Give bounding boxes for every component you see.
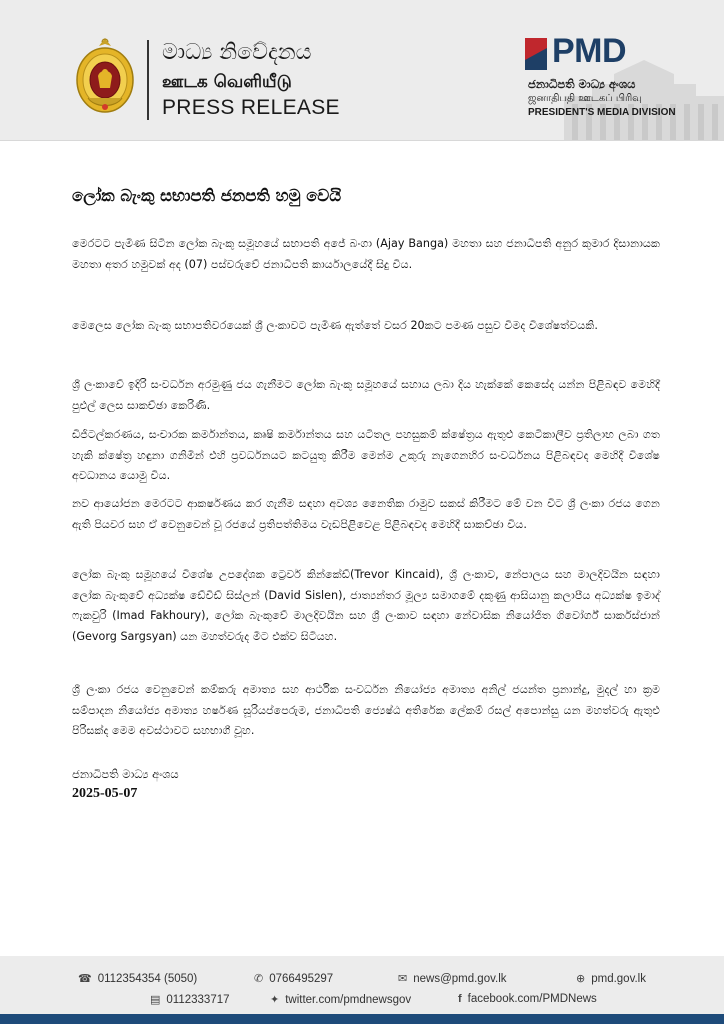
footer-bar [0,1014,724,1024]
article-title: ලෝක බැංකු සභාපති ජනපති හමු වෙයි [72,186,342,205]
envelope-icon: ✉ [398,972,408,985]
phone-icon: ☎ [78,972,92,985]
paragraph-6: ලෝක බැංකු සමූහයේ විශේෂ උපදේශක ට්‍රෙවර් කින්කේඩ්(Trevor Kincaid), ශ්‍රී ලංකාව, නේපාලය සහ මාලදිවයින සඳහා ලෝක බැංකුවේ අධ්‍යක්ෂ ඩේවිඩ් සිස්ලන් (David Sislen), ජාත්‍යන්තර මූල්‍ය සමාගමේ දකුණු ආසියානු කලාපීය අධ්‍යක්ෂ ඉමාද් ෆැකවුරි (Imad Fakhoury), ලෝක බැංකුවේ මාලදිවයින සහ ශ්‍රී ලංකාව සඳහා නේවාසික නියෝජිත ගිවෝර්ග් සාර්කස්ජාන් (Gevorg Sargsyan) යන මහත්වරුද මීට එක්ව සිටියහ. [72,568,660,643]
pmd-logo-mark-icon [525,38,547,70]
twitter-link[interactable]: twitter.com/pmdnewsgov [285,993,412,1006]
paragraph-2: මෙලෙස ලෝක බැංකු සභාපතිවරයෙක් ශ්‍රී ලංකාවට පැමිණ ඇත්තේ වසර 20කට පමණ පසුව වීමද විශේෂත්වයකි. [72,319,598,332]
twitter-icon: ✦ [270,993,280,1006]
paragraph-5: නව ආයෝජන මෙරටට ආකර්ෂණය කර ගැනීම සඳහා අවශ්‍ය නෛතික රාමුව සකස් කිරීමට මේ වන විට ශ්‍රී ලංකා රජය ගෙන ඇති පියවර සහ ඒ වෙනුවෙන් වූ රජයේ ප්‍රතිපත්තිමය වැඩපිළිවෙළ පිළිබඳවද මෙහිදී සාකච්ඡා විය. [72,497,660,531]
signature-office: ජනාධිපති මාධ්‍ය අංශය [72,767,179,781]
footer-phone [78,972,197,985]
paragraph-4: ඩිජිටල්කරණය, සංචාරක කර්මාන්තය, කෘෂි කර්මාන්තය සහ යටිතල පහසුකම් ක්ෂේත්‍රය ඇතුළු කෙටිකාලීව ප්‍රතිලාභ ලබා ගත හැකි ක්ෂේත්‍ර හඳුනා ගනිමින් එහි ප්‍රවර්ධනයට කටයුතු කිරීම මෙන්ම උකුරු නැගෙනහිර සංවර්ධනය පිළිබඳවද මෙහිදී විශේෂ අවධානය යොමු විය. [72,428,660,482]
paragraph-3: ශ්‍රී ලංකාවේ ඉදිරි සංවර්ධන අරමුණු ජය ගැනීමට ලෝක බැංකු සමූහයේ සහාය ලබා දිය හැක්කේ කෙසේද යන්න පිළිබඳව මෙහිදී පුළුල් ලෙස සාකච්ඡා කෙරිණි. [72,378,660,412]
pmd-division-tamil: ஜனாதிபதி ஊடகப் பிரிவு [528,93,642,104]
fax-text: 0112333717 [166,993,230,1006]
paragraph-7: ශ්‍රී ලංකා රජය වෙනුවෙන් කම්කරු අමාත්‍ය සහ ආර්ථික සංවර්ධන නියෝජ්‍ය අමාත්‍ය අනිල් ජයන්ත ප්‍රනාන්දු, මුදල් හා ක්‍රම සම්පාදන නියෝජ්‍ය අමාත්‍ය හර්ෂණ සූරියප්පෙරුම, ජනාධිපති ජ්‍යෙෂ්ඨ අතිරේක ලේකම් රසල් අපොන්සු යන මහත්වරු ඇතුළු පිරිසක්ද මෙම අවස්ථාවට සහභාගී වූහ. [72,683,660,737]
footer-email[interactable] [398,972,507,985]
footer-mobile [254,972,333,985]
national-emblem-icon [74,36,136,116]
footer-facebook[interactable] [458,993,597,1005]
phone-text: 0112354354 (5050) [97,972,198,985]
facebook-icon: f [458,993,462,1005]
pmd-logo-text: PMD [552,32,627,70]
paragraph-1: මෙරටට පැමිණ සිටින ලෝක බැංකු සමූහයේ සභාපති අජේ බංගා (Ajay Banga) මහතා සහ ජනාධිපති අනුර කුමාර දිසානායක මහතා අතර හමුවක් අද (07) පස්වරුවේ ජනාධිපති කාර්යාලයේදී සිදු විය. [72,237,660,271]
fax-icon: ▤ [150,993,161,1006]
press-release-english: PRESS RELEASE [162,96,340,119]
website-link[interactable]: pmd.gov.lk [591,972,646,985]
header-divider [147,40,149,120]
pmd-division-sinhala: ජනාධිපති මාධ්‍ය අංශය [528,77,636,91]
footer-website[interactable] [576,972,646,985]
email-link[interactable]: news@pmd.gov.lk [413,972,507,985]
pmd-division-english: PRESIDENT'S MEDIA DIVISION [528,107,676,118]
mobile-phone-icon: ✆ [254,972,264,985]
footer-twitter[interactable] [270,993,411,1006]
globe-icon: ⊕ [576,972,586,985]
release-date: 2025-05-07 [72,786,138,801]
letterhead [0,0,724,141]
mobile-text: 0766495297 [269,972,334,985]
facebook-link[interactable]: facebook.com/PMDNews [467,993,597,1005]
press-release-sinhala: මාධ්‍ය නිවේදනය [162,40,312,65]
footer-fax [150,993,230,1006]
press-release-tamil: ஊடக வெளியீடு [162,72,292,92]
